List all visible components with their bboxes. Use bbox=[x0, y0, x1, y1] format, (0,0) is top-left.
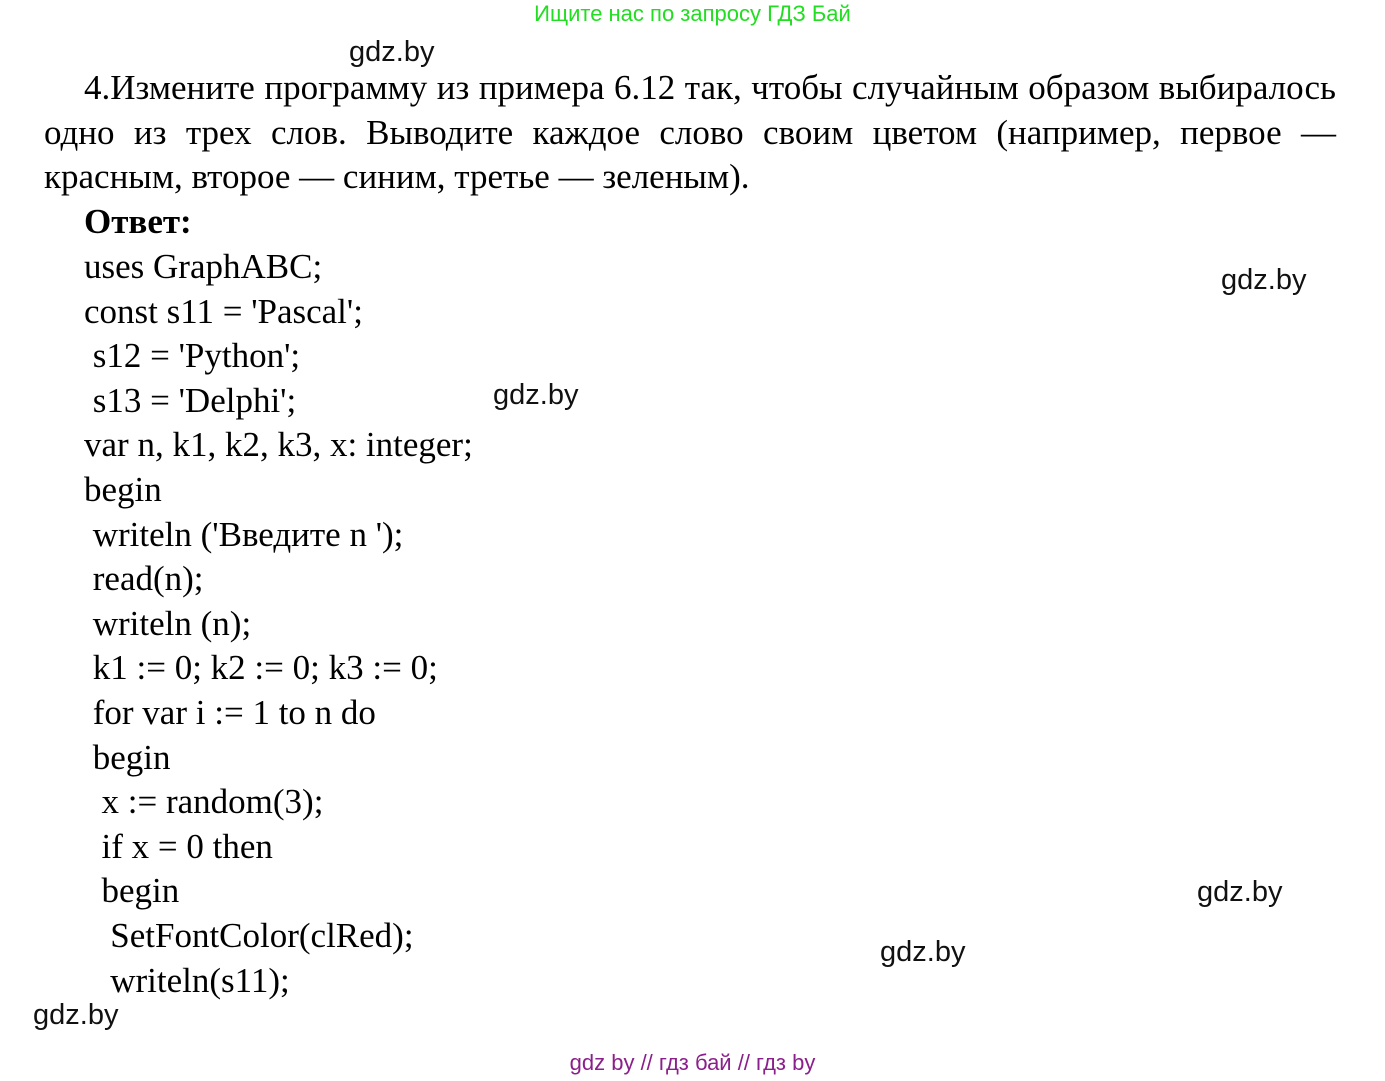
watermark: gdz.by bbox=[1197, 876, 1283, 908]
code-line: writeln ('Введите n '); bbox=[84, 514, 404, 554]
code-line: x := random(3); bbox=[84, 782, 324, 822]
task-text: 4.Измените программу из примера 6.12 так, чтобы случайным образом выбиралось одно из трех слов. Выводите каждое слово своим цветом (например, первое — красным, второе — синим, третье — зеленым). bbox=[44, 68, 1336, 196]
code-line: var n, k1, k2, k3, x: integer; bbox=[84, 425, 473, 465]
code-line: begin bbox=[84, 737, 171, 777]
watermark: gdz.by bbox=[493, 379, 579, 411]
code-line: uses GraphABC; bbox=[84, 247, 323, 286]
code-line: s13 = 'Delphi'; bbox=[84, 380, 297, 420]
code-line: k1 := 0; k2 := 0; k3 := 0; bbox=[84, 648, 438, 688]
watermark: gdz.by bbox=[349, 36, 435, 68]
code-line: writeln (n); bbox=[84, 603, 252, 643]
code-line: begin bbox=[84, 871, 180, 911]
code-line: s12 = 'Python'; bbox=[84, 336, 301, 376]
top-banner: Ищите нас по запросу ГДЗ Бай bbox=[534, 1, 851, 26]
watermark: gdz.by bbox=[880, 936, 966, 968]
code-line: writeln(s11); bbox=[84, 960, 290, 1000]
code-line: if x = 0 then bbox=[84, 826, 273, 866]
code-line: read(n); bbox=[84, 559, 204, 599]
footer-links: gdz by // гдз бай // гдз by bbox=[569, 1050, 816, 1075]
code-block bbox=[84, 245, 473, 1003]
code-line: begin bbox=[84, 469, 162, 509]
answer-label: Ответ: bbox=[84, 202, 192, 241]
code-line: const s11 = 'Pascal'; bbox=[84, 291, 363, 331]
code-line: for var i := 1 to n do bbox=[84, 692, 376, 732]
code-line: SetFontColor(clRed); bbox=[84, 915, 414, 955]
watermark: gdz.by bbox=[1221, 264, 1307, 296]
watermark: gdz.by bbox=[33, 999, 119, 1031]
